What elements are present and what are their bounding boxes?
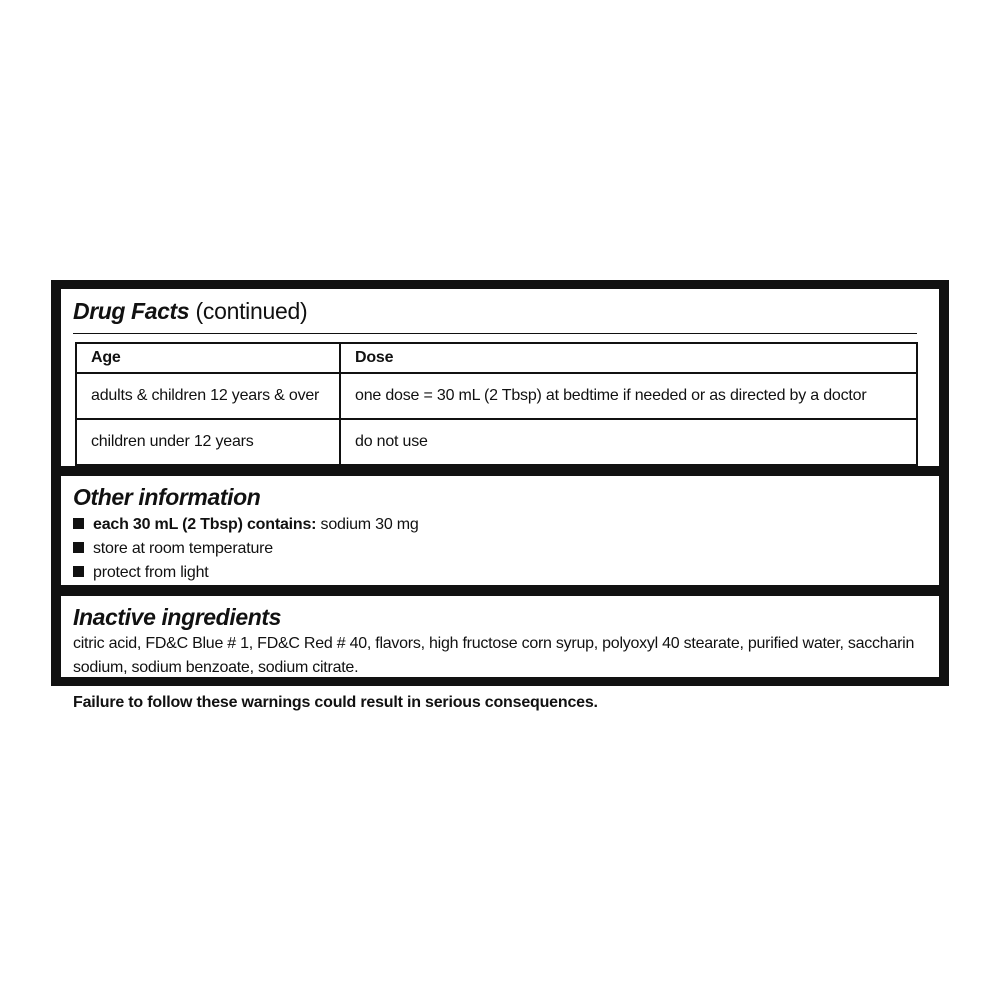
inactive-ingredients-text: citric acid, FD&C Blue # 1, FD&C Red # 40, flavors, high fructose corn syrup, polyoxyl 40 stearate, purified water, saccharin sodium, sodium benzoate, sodium citrate.	[73, 635, 915, 676]
drug-facts-title-suffix: (continued)	[195, 298, 308, 324]
other-information-heading: Other information	[73, 484, 261, 510]
table-cell-age: adults & children 12 years & over	[76, 373, 340, 419]
table-row	[76, 419, 917, 465]
list-item-text: store at room temperature	[93, 540, 273, 557]
warning-footer: Failure to follow these warnings could result in serious consequences.	[73, 694, 598, 711]
table-cell-dose: one dose = 30 mL (2 Tbsp) at bedtime if needed or as directed by a doctor	[340, 373, 917, 419]
drug-facts-panel	[51, 280, 949, 686]
list-item	[73, 514, 419, 538]
square-bullet-icon	[73, 542, 84, 553]
other-information-list	[73, 514, 419, 586]
list-item	[73, 538, 419, 562]
list-item-text: protect from light	[93, 564, 209, 581]
table-cell-dose: do not use	[340, 419, 917, 465]
table-row	[76, 373, 917, 419]
inactive-ingredients-heading: Inactive ingredients	[73, 604, 282, 630]
list-item-text: sodium 30 mg	[316, 516, 419, 533]
table-header-age: Age	[76, 343, 340, 373]
inactive-ingredients-section	[61, 596, 939, 677]
square-bullet-icon	[73, 518, 84, 529]
drug-facts-title	[73, 297, 307, 325]
drug-facts-section	[61, 289, 939, 466]
title-divider	[73, 333, 917, 334]
table-cell-age: children under 12 years	[76, 419, 340, 465]
table-header-dose: Dose	[340, 343, 917, 373]
square-bullet-icon	[73, 566, 84, 577]
list-item	[73, 562, 419, 586]
drug-facts-title-main: Drug Facts	[73, 298, 190, 324]
dosage-table	[75, 342, 918, 466]
other-information-section	[61, 476, 939, 585]
list-item-bold: each 30 mL (2 Tbsp) contains:	[93, 516, 317, 533]
table-header-row	[76, 343, 917, 373]
